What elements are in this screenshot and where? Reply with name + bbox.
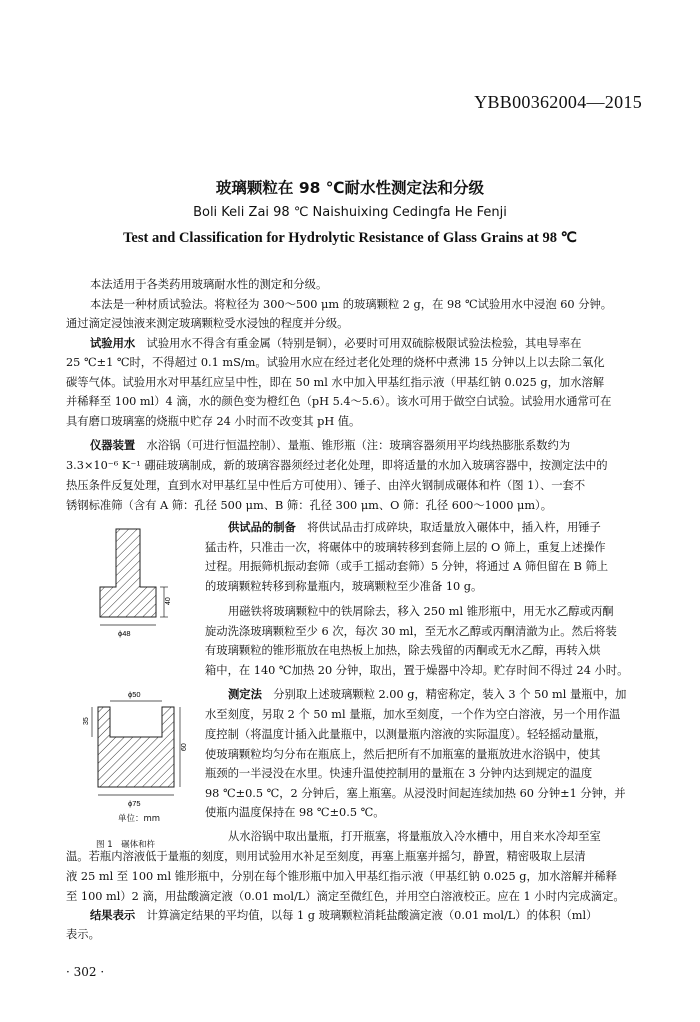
para-prep-line: 猛击杵，只准击一次，将碾体中的玻璃转移到套筛上层的 O 筛上，重复上述操作 (205, 541, 606, 554)
section-head-water: 试验用水 (90, 337, 136, 350)
page-number: · 302 · (66, 965, 105, 979)
para-prep-line: 过程。用振筛机振动套筛（或手工摇动套筛）5 分钟，将通过 A 筛但留在 B 筛上 (205, 560, 609, 573)
figure-unit: 单位：mm (118, 814, 161, 824)
section-head-prep: 供试品的制备 (228, 521, 296, 534)
title-chinese: 玻璃颗粒在 98 ℃耐水性测定法和分级 (215, 179, 485, 197)
para-magnet-line: 有玻璃颗粒的锥形瓶放在电热板上加热，除去残留的丙酮或无水乙醇，再转入烘 (205, 644, 601, 657)
para-result-line: 结果表示 计算滴定结果的平均值，以每 1 g 玻璃颗粒消耗盐酸滴定液（0.01 mol/L）的体积（ml） (90, 909, 598, 922)
dim-mortar-inner: ϕ50 (128, 690, 141, 699)
figure-pestle-mortar (83, 525, 220, 845)
mortar-drawing (92, 701, 180, 795)
title-english: Test and Classification for Hydrolytic Resistance of Glass Grains at 98 ℃ (123, 230, 577, 246)
para-method-line: 使瓶内温度保持在 98 ℃±0.5 ℃。 (205, 806, 385, 819)
para-water-line: 具有磨口玻璃塞的烧瓶中贮存 24 小时而不改变其 pH 值。 (66, 415, 361, 428)
para-method-line: 水至刻度，另取 2 个 50 ml 量瓶，加水至刻度，一个作为空白溶液，另一个用作温 (205, 708, 621, 721)
section-head-apparatus: 仪器装置 (90, 439, 136, 452)
para-magnet-line: 用磁铁将玻璃颗粒中的铁屑除去，移入 250 ml 锥形瓶中，用无水乙醇或丙酮 (228, 605, 614, 618)
section-head-result: 结果表示 (90, 909, 136, 922)
figure-caption: 图 1 碾体和杵 (96, 840, 156, 850)
para-result-line: 表示。 (66, 928, 100, 941)
para-water-line: 碳等气体。试验用水对甲基红应呈中性，即在 50 ml 水中加入甲基红指示液（甲基红钠 0.025 g，加水溶解 (66, 376, 605, 389)
dim-mortar-outer: ϕ75 (128, 799, 141, 808)
para-cooling-line: 液 25 ml 至 100 ml 锥形瓶中，分别在每个锥形瓶中加入甲基红指示液（甲基红钠 0.025 g，加水溶解并稀释 (66, 870, 617, 883)
para-magnet-line: 旋动洗涤玻璃颗粒至少 6 次，每次 30 ml，至无水乙醇或丙酮清澈为止。然后将装 (205, 625, 617, 638)
dim-mortar-depth: 35 (83, 717, 90, 725)
para-method-line: 使玻璃颗粒均匀分布在瓶底上，然后把所有不加瓶塞的量瓶放进水浴锅中，使其 (205, 748, 601, 761)
para-cooling-line: 至 100 ml）2 滴，用盐酸滴定液（0.01 mol/L）滴定至微红色，并用空白溶液校正。应在 1 小时内完成滴定。 (66, 890, 625, 903)
para-prep-line: 的玻璃颗粒转移到称量瓶内，玻璃颗粒至少准备 10 g。 (205, 580, 483, 593)
para-cooling-line: 从水浴锅中取出量瓶，打开瓶塞，将量瓶放入冷水槽中，用自来水冷却至室 (228, 830, 601, 843)
para-method-line: 瓶颈的一半浸没在水里。快速升温使控制用的量瓶在 3 分钟内达到规定的温度 (205, 767, 593, 780)
para-apparatus-line: 3.3×10⁻⁶ K⁻¹ 硼硅玻璃制成，新的玻璃容器须经过老化处理，即将适量的水加入玻璃容器中，按测定法中的 (66, 459, 608, 472)
para-water-line: 并稀释至 100 ml）4 滴，水的颜色变为橙红色（pH 5.4～5.6）。该水可用于做空白试验。试验用水通常可在 (66, 395, 612, 408)
para-principle-line: 本法是一种材质试验法。将粒径为 300～500 μm 的玻璃颗粒 2 g，在 98 ℃试验用水中浸泡 60 分钟。 (90, 298, 613, 311)
para-apparatus-line: 锈钢标准筛（含有 A 筛：孔径 500 μm、B 筛：孔径 300 μm、O 筛：孔径 600～1000 μm）。 (66, 499, 553, 512)
dim-pestle-diameter: ϕ48 (118, 629, 131, 638)
para-method-line: 测定法 分别取上述玻璃颗粒 2.00 g，精密称定，装入 3 个 50 ml 量瓶中，加 (228, 688, 627, 701)
para-water-line: 25 ℃±1 ℃时，不得超过 0.1 mS/m。试验用水应在经过老化处理的烧杯中煮沸 15 分钟以上以去除二氧化 (66, 356, 605, 369)
standard-number: YBB00362004—2015 (474, 92, 642, 112)
para-scope: 本法适用于各类药用玻璃耐水性的测定和分级。 (90, 278, 328, 291)
para-principle-line: 通过滴定浸蚀液来测定玻璃颗粒受水浸蚀的程度并分级。 (66, 317, 349, 330)
para-magnet-line: 箱中，在 140 ℃加热 20 分钟，取出，置于燥器中冷却。贮存时间不得过 24 小时。 (205, 664, 629, 677)
para-apparatus-line: 热压条件反复处理，直到水对甲基红呈中性后方可使用）、锤子、由淬火钢制成碾体和杵（图 1）、一套不 (66, 479, 586, 492)
title-pinyin: Boli Keli Zai 98 ℃ Naishuixing Cedingfa He Fenji (193, 205, 507, 220)
para-apparatus-line: 仪器装置 水浴锅（可进行恒温控制）、量瓶、锥形瓶（注：玻璃容器须用平均线热膨胀系数约为 (90, 439, 571, 452)
para-method-line: 98 ℃±0.5 ℃，2 分钟后，塞上瓶塞。从浸没时间起连续加热 60 分钟±1 分钟，并 (205, 787, 626, 800)
pestle-drawing (100, 529, 168, 625)
para-method-line: 度控制（将温度计插入此量瓶中，以测量瓶内溶液的实际温度）。轻轻摇动量瓶， (205, 728, 607, 741)
para-prep-line: 供试品的制备 将供试品击打成碎块，取适量放入碾体中，插入杵，用锤子 (228, 521, 601, 534)
dim-mortar-height: 60 (181, 743, 188, 751)
para-cooling-line: 温。若瓶内溶液低于量瓶的刻度，则用试验用水补足至刻度，再塞上瓶塞并摇匀，静置，精密吸取上层清 (66, 850, 586, 863)
para-water-line: 试验用水 试验用水不得含有重金属（特别是铜），必要时可用双硫腙极限试验法检验，其电导率在 (90, 337, 582, 350)
section-head-method: 测定法 (228, 688, 262, 701)
dim-pestle-height: 40 (165, 597, 172, 605)
